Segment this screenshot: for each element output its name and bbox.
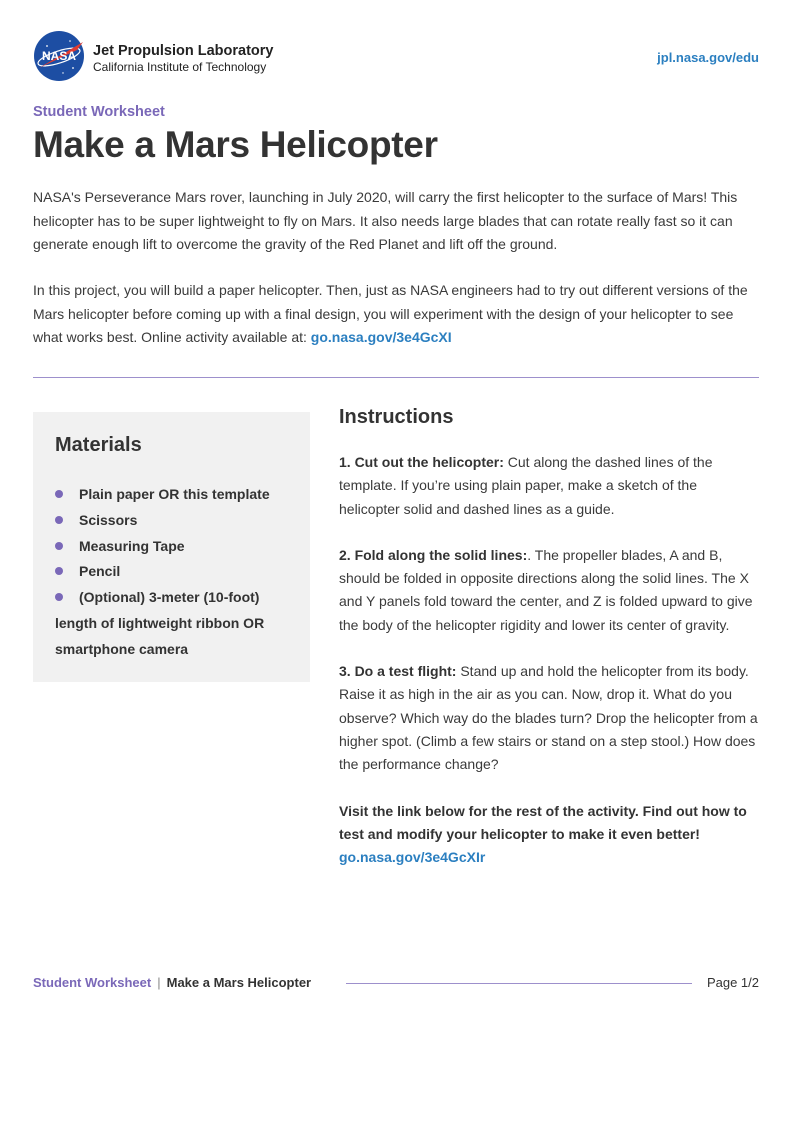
bullet-icon: [55, 567, 63, 575]
step-title: 3. Do a test flight:: [339, 663, 457, 680]
instruction-step-3: [339, 660, 759, 776]
page-footer: [33, 973, 759, 993]
worksheet-label: Student Worksheet: [33, 104, 165, 120]
list-item-label: Measuring Tape: [79, 537, 185, 554]
list-item-label: Pencil: [79, 563, 121, 580]
list-item: [55, 482, 295, 508]
intro-paragraph-1: NASA's Perseverance Mars rover, launching in July 2020, will carry the first helicopter to the surface of Mars! This helicopter has to be super lightweight to fly on Mars. It also needs large blades that can rotate really fast so it can generate enough lift to overcome the gravity of the Red Planet and lift off the ground.: [33, 189, 738, 252]
step-title: 2. Fold along the solid lines:: [339, 546, 528, 563]
footer-separator: |: [157, 975, 161, 990]
step-text: Stand up and hold the helicopter from its body. Raise it as high in the air as you can. Now, drop it. What do you observe? Which way do the blades turn? Drop the helicopter from a higher spot. (Climb a few stairs or stand on a step stool.) How does the performance change?: [339, 663, 758, 773]
materials-panel: [33, 412, 310, 682]
list-item: [55, 559, 295, 585]
nasa-logo-icon: [33, 30, 85, 82]
list-item: [55, 508, 295, 534]
nasa-logo-text: NASA: [41, 49, 77, 63]
instructions-section: [339, 406, 759, 869]
materials-list: [55, 482, 295, 663]
intro-paragraph-2-text: In this project, you will build a paper helicopter. Then, just as NASA engineers had to try out different versions of the Mars helicopter before coming up with a final design, you will experiment with the design of your helicopter to see what works best. Online activity available at:: [33, 282, 748, 345]
cta-link[interactable]: go.nasa.gov/3e4GcXIr: [339, 849, 486, 866]
bullet-icon: [55, 490, 63, 498]
cta-text: Visit the link below for the rest of the activity. Find out how to test and modify your helicopter to make it even better!: [339, 802, 747, 842]
call-to-action: [339, 800, 759, 870]
footer-worksheet-label: Student Worksheet: [33, 975, 152, 990]
instructions-heading: Instructions: [339, 406, 454, 428]
instruction-step-2: [339, 544, 759, 637]
page-header: [33, 30, 759, 82]
bullet-icon: [55, 516, 63, 524]
intro-paragraph-2: [33, 279, 759, 350]
list-item: [55, 585, 295, 662]
list-item-label: Scissors: [79, 511, 138, 528]
footer-title: Make a Mars Helicopter: [166, 975, 312, 990]
organization-block: [93, 43, 273, 75]
page-title: Make a Mars Helicopter: [33, 124, 438, 165]
footer-rule: [346, 983, 692, 984]
bullet-icon: [55, 542, 63, 550]
instruction-step-1: [339, 451, 759, 521]
step-text: Cut along the dashed lines of the template. If you’re using plain paper, make a sketch of the helicopter solid and dashed lines as a guide.: [339, 454, 713, 517]
step-text: . The propeller blades, A and B, should be folded in opposite directions along the solid lines. The X and Y panels fold toward the center, and Z is folded upward to give the body of the helicopter rigidity and lower its center of gravity.: [339, 546, 753, 633]
list-item: [55, 534, 295, 560]
footer-left: [33, 975, 311, 990]
page-number: Page 1/2: [706, 975, 759, 990]
materials-heading: Materials: [55, 434, 142, 456]
list-item-label: Plain paper OR this template: [79, 486, 270, 502]
org-subtitle: California Institute of Technology: [93, 60, 267, 74]
list-item-label: (Optional) 3-meter (10-foot) length of lightweight ribbon OR smartphone camera: [55, 589, 265, 657]
bullet-icon: [55, 593, 63, 601]
section-divider: [33, 377, 759, 378]
site-link[interactable]: jpl.nasa.gov/edu: [657, 50, 759, 65]
org-name: Jet Propulsion Laboratory: [93, 43, 274, 59]
step-title: 1. Cut out the helicopter:: [339, 454, 504, 470]
activity-link[interactable]: go.nasa.gov/3e4GcXI: [310, 329, 452, 345]
